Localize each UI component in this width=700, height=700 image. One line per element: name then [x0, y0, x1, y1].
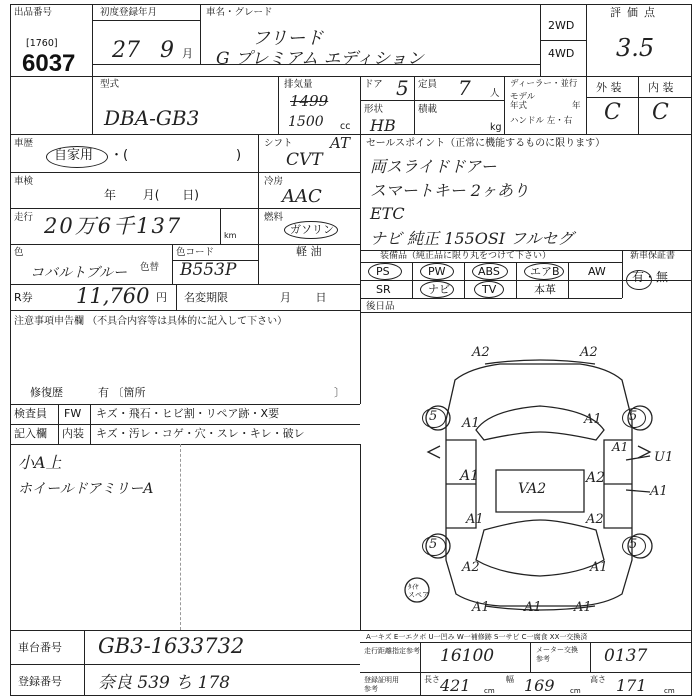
drive-2wd: 2WD — [548, 19, 575, 32]
dmg-quarter-left: A2 — [462, 560, 480, 575]
dmg-rear-door-left: A1 — [466, 512, 484, 527]
inspector-label: 検査員 — [14, 407, 47, 420]
handle-label: ハンドル 左・右 — [510, 116, 573, 126]
lot-label: 出品番号 — [14, 7, 53, 18]
inspection-date: 年 月( 日) — [104, 188, 199, 202]
equip-leather: 本革 — [534, 283, 556, 296]
equip-abs: ABS — [478, 265, 500, 278]
repair-label: 修復歴 — [30, 386, 63, 399]
equip-pw: PW — [428, 265, 446, 278]
equip-label: 装備品（純正品に限り丸をつけて下さい） — [380, 251, 552, 261]
disp-unit: cc — [340, 121, 351, 132]
warranty-value: 有・無 — [632, 270, 669, 284]
car-name: フリード — [252, 28, 324, 49]
ext-value: C — [604, 100, 621, 125]
dmg-roof: VA2 — [518, 481, 547, 497]
width-label: 幅 — [506, 675, 514, 684]
dmg-rear-1: A1 — [472, 600, 490, 615]
ac-value: AAC — [282, 186, 322, 207]
shift-value-cvt: CVT — [286, 150, 323, 170]
width-unit: cm — [570, 687, 581, 695]
wheel-value-rr: 5 — [629, 537, 638, 552]
mileage-value: 20万6千137 — [44, 214, 183, 238]
name-label: 車名・グレード — [206, 7, 273, 18]
car-grade: G プレミアム エディション — [216, 49, 424, 69]
dmg-door-left: A1 — [460, 468, 480, 484]
door-label: ドア — [364, 79, 383, 90]
modelyear-label: モデル 年式 — [510, 92, 536, 111]
sales-line-2: スマートキー 2ヶあり — [370, 181, 529, 200]
history-label: 車歴 — [14, 138, 34, 149]
ac-label: 冷房 — [264, 176, 284, 187]
load-unit: kg — [490, 122, 502, 133]
sales-line-4: ナビ 純正 155OSI フルセグ — [370, 229, 574, 248]
shift-label: シフト — [264, 138, 293, 149]
cap-label: 定員 — [418, 79, 438, 90]
fuel-label: 燃料 — [264, 212, 284, 223]
plate-label: 登録番号 — [18, 675, 62, 688]
chassis-label: 車台番号 — [18, 641, 62, 654]
reg-year: 27 — [112, 38, 140, 63]
dealer-label: ディーラー・並行 — [510, 79, 578, 89]
mileage-label: 走行 — [14, 212, 34, 223]
reg-month: 9 — [160, 38, 174, 63]
name-change-date: 月 日 — [280, 291, 327, 304]
inspector-note-2: ホイールドアミリーA — [18, 481, 154, 497]
warranty-label: 新車保証書 — [630, 251, 676, 261]
color-change-label: 色替 — [140, 262, 160, 273]
history-value: 自家用 — [54, 148, 94, 163]
equip-ps: PS — [376, 265, 390, 278]
length-value: 421 — [440, 676, 471, 695]
history-close: ) — [236, 148, 242, 163]
plate-value: 奈良 539 ち 178 — [98, 673, 231, 693]
dmg-front-left: A2 — [472, 345, 490, 360]
int-inspect-text: キズ・汚レ・コゲ・穴・スレ・キレ・破レ — [96, 427, 305, 440]
dmg-fender-right: A1 — [584, 412, 602, 427]
rken-unit: 円 — [156, 291, 167, 304]
score-label: 評価点 — [610, 6, 661, 19]
meter-note-label: メーター交換 参考 — [536, 646, 578, 663]
shift-value: AT — [330, 134, 351, 152]
equip-tv: TV — [482, 283, 497, 296]
reg-label: 初度登録年月 — [100, 7, 158, 18]
color-code-value: B553P — [180, 260, 237, 280]
sales-line-3: ETC — [370, 204, 405, 223]
equip-sr: SR — [376, 283, 391, 296]
dmg-a1-right: A1 — [650, 484, 668, 499]
dmg-quarter-right: A1 — [590, 560, 608, 575]
fw-label: FW — [64, 407, 82, 420]
cap-value: 7 — [458, 76, 471, 100]
year-unit: 年 — [572, 101, 581, 111]
shape-value: HB — [370, 116, 396, 135]
wheel-value-rl: 5 — [429, 537, 438, 552]
damage-legend: A一キズ E一エクボ U一凹み W一補修跡 S一サビ C一腐食 XX一交換済 — [366, 633, 588, 641]
entry-label: 記入欄 — [14, 427, 47, 440]
name-change-label: 名変期限 — [184, 291, 228, 304]
after-label: 後日品 — [366, 301, 395, 312]
lot-number: 6037 — [22, 50, 76, 77]
model-label: 型式 — [100, 79, 120, 90]
fuel-petrol: ガソリン — [290, 223, 334, 236]
chassis-value: GB3-1633732 — [98, 634, 245, 658]
disp-strike: 1499 — [290, 92, 329, 110]
model-value: DBA-GB3 — [104, 106, 200, 130]
fuel-light: 軽 油 — [296, 245, 322, 258]
inspector-note-1: 小A上 — [18, 453, 62, 472]
cap-unit: 人 — [490, 88, 500, 99]
dmg-fender-left: A1 — [462, 416, 480, 431]
length-label: 長さ — [424, 675, 440, 684]
sales-line-1: 両スライドドアー — [370, 157, 497, 176]
ext-label: 外 装 — [596, 81, 622, 94]
wheel-value-fr: 5 — [629, 409, 638, 424]
equip-airbag: エアB — [530, 265, 560, 278]
disp-label: 排気量 — [284, 79, 313, 90]
color-value: コバルトブルー — [30, 265, 128, 281]
history-sep: ・( — [110, 148, 129, 163]
equip-navi: ナビ — [428, 283, 450, 296]
load-label: 積載 — [418, 104, 438, 115]
reg-month-unit: 月 — [182, 47, 193, 60]
mileage-unit: km — [224, 231, 237, 240]
rken-label: R券 — [14, 291, 33, 304]
height-label: 高さ — [590, 675, 606, 684]
length-unit: cm — [484, 687, 495, 695]
dmg-rear-3: A1 — [574, 600, 592, 615]
int-inspect-label: 内装 — [62, 427, 84, 440]
dmg-front-right: A2 — [580, 345, 598, 360]
disp-value: 1500 — [288, 114, 324, 130]
reg-spec-label: 登録証明用 参考 — [364, 676, 399, 693]
rken-value: 11,760 — [76, 284, 150, 308]
dmg-u1: U1 — [654, 450, 674, 465]
score-value: 3.5 — [616, 34, 655, 62]
dmg-mirror-right: A1 — [612, 440, 629, 454]
meter-label: 走行距離指定参考 — [364, 647, 420, 655]
int-label: 内 装 — [648, 81, 674, 94]
color-label: 色 — [14, 247, 24, 258]
sales-label: セールスポイント（正常に機能するものに限ります） — [366, 138, 606, 149]
width-value: 169 — [524, 676, 555, 695]
height-unit: cm — [664, 687, 675, 695]
equip-aw: AW — [588, 265, 606, 278]
door-value: 5 — [396, 76, 409, 100]
int-value: C — [652, 100, 669, 125]
notes-label: 注意事項申告欄 （不具合内容等は具体的に記入して下さい） — [14, 316, 288, 327]
fw-text: キズ・飛石・ヒビ割・リペア跡・X要 — [96, 407, 280, 420]
spare-note: ﾀｲﾔ スペア — [408, 583, 429, 599]
dmg-rear-2: A1 — [524, 600, 542, 615]
inspection-label: 車検 — [14, 176, 34, 187]
repair-text: 有 〔箇所 — [98, 386, 146, 399]
drive-4wd: 4WD — [548, 47, 575, 60]
meter-note-value: 0137 — [604, 646, 648, 666]
dmg-rear-door-right: A2 — [586, 512, 604, 527]
repair-close: 〕 — [334, 386, 345, 399]
meter-value: 16100 — [440, 646, 495, 666]
dmg-door-right: A2 — [586, 470, 606, 486]
lot-sub: [1760] — [26, 38, 58, 49]
shape-label: 形状 — [364, 104, 384, 115]
color-code-label: 色コード — [176, 247, 215, 258]
height-value: 171 — [616, 676, 647, 695]
wheel-value-fl: 5 — [429, 409, 438, 424]
